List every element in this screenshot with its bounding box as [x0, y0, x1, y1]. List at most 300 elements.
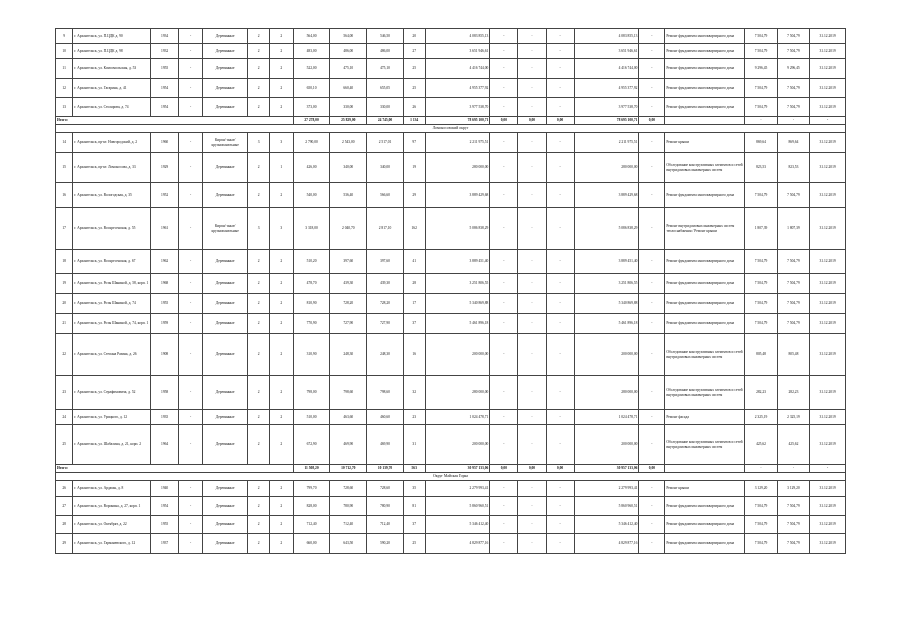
total-ppl: 1 134: [403, 117, 425, 125]
cell-a2: 2 543,00: [330, 133, 367, 153]
cell-c16: -: [639, 334, 665, 376]
cell-a2: 728,60: [330, 481, 367, 497]
total-c12: 0,00: [490, 117, 518, 125]
total-c13: 0,00: [518, 465, 546, 473]
cell-addr: г. Архангельск, ул. Вологодская, д. 35: [73, 183, 151, 208]
cell-sum: 4 829 877,16: [425, 534, 490, 554]
cell-c14: -: [546, 314, 574, 334]
cell-a2: 475,10: [330, 59, 367, 79]
cell-c13: -: [518, 314, 546, 334]
cell-c15: 4 955 377,92: [574, 79, 639, 98]
cell-a3: 2 817,10: [367, 208, 404, 250]
cell-u1: 7 504,79: [745, 29, 777, 44]
cell-u2: 805,48: [777, 334, 809, 376]
cell-c12: -: [490, 44, 518, 59]
cell-addr: г. Архангельск, ул. Урицкого, д. 12: [73, 410, 151, 425]
cell-c14: -: [546, 44, 574, 59]
cell-en: 2: [269, 274, 293, 294]
cell-wall: Деревянные: [202, 29, 247, 44]
cell-n: 10: [56, 44, 73, 59]
cell-c3: -: [179, 481, 203, 497]
cell-c3: -: [179, 425, 203, 465]
cell-date: 31.12.2019: [810, 59, 846, 79]
cell-c12: -: [490, 516, 518, 534]
cell-c16: -: [639, 44, 665, 59]
cell-c13: -: [518, 153, 546, 183]
cell-a1: 478,70: [293, 274, 330, 294]
cell-c13: -: [518, 334, 546, 376]
cell-u2: 7 504,79: [777, 274, 809, 294]
table-row: [56, 79, 846, 98]
table-row: [56, 44, 846, 59]
cell-c15: 280 000,00: [574, 376, 639, 410]
total-u2: -: [777, 117, 809, 125]
cell-date: 31.12.2019: [810, 314, 846, 334]
cell-a3: 330,00: [367, 98, 404, 117]
total-work-blank: [665, 465, 745, 473]
cell-date: 31.12.2019: [810, 29, 846, 44]
cell-date: 31.12.2019: [810, 376, 846, 410]
cell-ppl: 16: [403, 334, 425, 376]
cell-addr: г. Архангельск, ул. Воскресенская, д. 55: [73, 208, 151, 250]
cell-c14: -: [546, 274, 574, 294]
cell-c12: -: [490, 29, 518, 44]
cell-year: 1934: [151, 29, 179, 44]
table-row: [56, 410, 846, 425]
cell-c15: 5 346 412,40: [574, 516, 639, 534]
cell-c14: -: [546, 98, 574, 117]
cell-a1: 510,00: [293, 410, 330, 425]
cell-u1: 7 504,79: [745, 183, 777, 208]
cell-c14: -: [546, 79, 574, 98]
cell-c16: -: [639, 314, 665, 334]
cell-c14: -: [546, 153, 574, 183]
cell-c16: -: [639, 516, 665, 534]
cell-date: 31.12.2019: [810, 44, 846, 59]
table-row: [56, 29, 846, 44]
table-row: [56, 376, 846, 410]
cell-a1: 828,00: [293, 497, 330, 516]
cell-fl: 2: [248, 376, 270, 410]
cell-date: 31.12.2019: [810, 79, 846, 98]
cell-date: 31.12.2019: [810, 133, 846, 153]
cell-c3: -: [179, 516, 203, 534]
table-row: [56, 334, 846, 376]
cell-u1: 7 504,79: [745, 314, 777, 334]
cell-a3: 566,60: [367, 183, 404, 208]
cell-u2: 7 504,79: [777, 79, 809, 98]
cell-a1: 540,00: [293, 183, 330, 208]
cell-c15: 5 461 896,18: [574, 314, 639, 334]
cell-a2: 728,20: [330, 294, 367, 314]
cell-u2: 7 504,79: [777, 314, 809, 334]
total-c16: 0,00: [639, 465, 665, 473]
cell-ppl: 37: [403, 314, 425, 334]
cell-work: Обследование конструктивных элементов и сетей внутридомовых инженерных систем: [665, 334, 745, 376]
cell-c14: -: [546, 376, 574, 410]
cell-year: 1961: [151, 208, 179, 250]
cell-year: 1955: [151, 294, 179, 314]
cell-c15: 3 977 538,70: [574, 98, 639, 117]
cell-fl: 2: [248, 29, 270, 44]
cell-work: Ремонт фундамента многоквартирного дома: [665, 314, 745, 334]
cell-addr: г. Архангельск, ул. Серафимовича, д. 52: [73, 376, 151, 410]
cell-n: 24: [56, 410, 73, 425]
cell-wall: Деревянные: [202, 481, 247, 497]
cell-en: 2: [269, 334, 293, 376]
cell-wall: Деревянные: [202, 534, 247, 554]
cell-a1: 3 318,00: [293, 208, 330, 250]
cell-u2: 282,23: [777, 376, 809, 410]
cell-date: 31.12.2019: [810, 534, 846, 554]
cell-en: 1: [269, 153, 293, 183]
cell-c12: -: [490, 410, 518, 425]
cell-sum: 2 211 975,51: [425, 133, 490, 153]
cell-work: Обследование конструктивных элементов и сетей внутридомовых инженерных систем: [665, 376, 745, 410]
cell-wall: Деревянные: [202, 425, 247, 465]
cell-a3: 546,50: [367, 29, 404, 44]
cell-c15: 4 083 855,13: [574, 29, 639, 44]
cell-n: 11: [56, 59, 73, 79]
cell-n: 19: [56, 274, 73, 294]
section-header: [56, 473, 846, 481]
cell-a1: 373,00: [293, 98, 330, 117]
cell-a1: 810,90: [293, 294, 330, 314]
cell-c16: -: [639, 208, 665, 250]
cell-sum: 4 955 377,92: [425, 79, 490, 98]
cell-fl: 2: [248, 294, 270, 314]
cell-en: 2: [269, 98, 293, 117]
cell-c13: -: [518, 516, 546, 534]
cell-sum: 280 000,00: [425, 376, 490, 410]
cell-wall: Деревянные: [202, 183, 247, 208]
cell-ppl: 162: [403, 208, 425, 250]
cell-n: 20: [56, 294, 73, 314]
table-row: [56, 59, 846, 79]
cell-a1: 660,00: [293, 534, 330, 554]
cell-c14: -: [546, 425, 574, 465]
cell-date: 31.12.2019: [810, 208, 846, 250]
cell-c13: -: [518, 534, 546, 554]
cell-work: Ремонт фундамента многоквартирного дома: [665, 59, 745, 79]
cell-c15: 1 024 478,71: [574, 410, 639, 425]
cell-addr: г. Архангельск, ул. Розы Шаниной, д. 74, корп. 1: [73, 314, 151, 334]
cell-fl: 2: [248, 334, 270, 376]
cell-sum: 3 889 451,40: [425, 250, 490, 274]
cell-work: Ремонт фундамента многоквартирного дома: [665, 497, 745, 516]
cell-sum: 1 024 478,71: [425, 410, 490, 425]
cell-u1: 7 504,79: [745, 98, 777, 117]
cell-work: Ремонт фундамента многоквартирного дома: [665, 534, 745, 554]
total-work-blank: [665, 117, 745, 125]
cell-c13: -: [518, 481, 546, 497]
cell-u1: 1 807,39: [745, 208, 777, 250]
cell-u1: 823,53: [745, 153, 777, 183]
table-row: [56, 183, 846, 208]
cell-work: Ремонт внутридомовых инженерных систем теплоснабжения / Ремонт крыши: [665, 208, 745, 250]
cell-fl: 2: [248, 497, 270, 516]
cell-en: 2: [269, 376, 293, 410]
cell-c15: 3 251 806,55: [574, 274, 639, 294]
total-date: -: [810, 117, 846, 125]
cell-a2: 330,00: [330, 98, 367, 117]
cell-en: 2: [269, 79, 293, 98]
cell-n: 12: [56, 79, 73, 98]
total-sum: 30 957 133,06: [425, 465, 490, 473]
cell-u1: 7 504,79: [745, 274, 777, 294]
table-row: [56, 133, 846, 153]
total-row: [56, 465, 846, 473]
cell-c15: 2 279 993,41: [574, 481, 639, 497]
cell-c14: -: [546, 29, 574, 44]
cell-wall: Деревянные: [202, 516, 247, 534]
cell-fl: 2: [248, 250, 270, 274]
cell-n: 14: [56, 133, 73, 153]
cell-u2: 7 504,79: [777, 516, 809, 534]
cell-a2: 469,90: [330, 425, 367, 465]
cell-n: 21: [56, 314, 73, 334]
cell-n: 22: [56, 334, 73, 376]
cell-a2: 439,30: [330, 274, 367, 294]
cell-wall: Деревянные: [202, 376, 247, 410]
cell-year: 1954: [151, 79, 179, 98]
cell-addr: г. Архангельск, пр-кт. Ломоносова, д. 33: [73, 153, 151, 183]
cell-fl: 2: [248, 44, 270, 59]
cell-u2: 2 325,19: [777, 410, 809, 425]
cell-work: Ремонт крыши: [665, 133, 745, 153]
cell-year: 1954: [151, 497, 179, 516]
cell-c12: -: [490, 79, 518, 98]
cell-c14: -: [546, 294, 574, 314]
cell-en: 2: [269, 294, 293, 314]
total-a1: 11 508,20: [293, 465, 330, 473]
cell-c13: -: [518, 250, 546, 274]
table-row: [56, 153, 846, 183]
cell-wall: Кирпи/ чные/ крупнопанельные: [202, 208, 247, 250]
cell-en: 2: [269, 410, 293, 425]
cell-c15: 200 000,00: [574, 334, 639, 376]
total-sum: 78 695 100,71: [425, 117, 490, 125]
cell-en: 2: [269, 44, 293, 59]
cell-addr: г. Архангельск, ул. Розы Шаниной, д. 74: [73, 294, 151, 314]
cell-a2: 798,60: [330, 376, 367, 410]
cell-n: 13: [56, 98, 73, 117]
cell-a3: 439,30: [367, 274, 404, 294]
table-row: [56, 314, 846, 334]
cell-addr: г. Архангельск, ул. Октябрят, д. 22: [73, 516, 151, 534]
cell-c12: -: [490, 481, 518, 497]
cell-a3: 728,60: [367, 481, 404, 497]
cell-c16: -: [639, 425, 665, 465]
cell-c12: -: [490, 183, 518, 208]
cell-addr: г. Архангельск, ул. Комсомольская, д. 53: [73, 59, 151, 79]
cell-date: 31.12.2019: [810, 425, 846, 465]
cell-c14: -: [546, 334, 574, 376]
cell-c3: -: [179, 153, 203, 183]
cell-wall: Деревянные: [202, 79, 247, 98]
cell-sum: 200 000,00: [425, 425, 490, 465]
cell-c14: -: [546, 208, 574, 250]
total-a2: 10 712,70: [330, 465, 367, 473]
cell-c16: -: [639, 98, 665, 117]
cell-a2: 536,40: [330, 183, 367, 208]
cell-c13: -: [518, 294, 546, 314]
cell-ppl: 26: [403, 98, 425, 117]
cell-a1: 798,00: [293, 376, 330, 410]
cell-date: 31.12.2019: [810, 250, 846, 274]
cell-n: 9: [56, 29, 73, 44]
cell-c13: -: [518, 133, 546, 153]
cell-a3: 248,30: [367, 334, 404, 376]
cell-u1: 7 504,79: [745, 294, 777, 314]
cell-a1: 712,40: [293, 516, 330, 534]
cell-a2: 643,50: [330, 534, 367, 554]
cell-c15: 4 416 744,00: [574, 59, 639, 79]
cell-c13: -: [518, 79, 546, 98]
cell-n: 26: [56, 481, 73, 497]
cell-addr: г. Архангельск, ул. Столярова, д. 74: [73, 98, 151, 117]
total-c15: 78 695 100,71: [574, 117, 639, 125]
cell-wall: Деревянные: [202, 274, 247, 294]
cell-c16: -: [639, 79, 665, 98]
cell-wall: Деревянные: [202, 334, 247, 376]
cell-c12: -: [490, 98, 518, 117]
cell-c16: -: [639, 274, 665, 294]
cell-en: 2: [269, 314, 293, 334]
total-c16: 0,00: [639, 117, 665, 125]
cell-ppl: 17: [403, 294, 425, 314]
cell-sum: 3 889 429,68: [425, 183, 490, 208]
total-u1: -: [745, 465, 777, 473]
cell-sum: 3 651 946,61: [425, 44, 490, 59]
cell-a1: 799,70: [293, 481, 330, 497]
cell-c3: -: [179, 497, 203, 516]
cell-addr: г. Архангельск, ул. Ардамы, д. 8: [73, 481, 151, 497]
cell-a2: 564,00: [330, 29, 367, 44]
cell-u1: 869,64: [745, 133, 777, 153]
cell-date: 31.12.2019: [810, 183, 846, 208]
cell-c12: -: [490, 534, 518, 554]
cell-u1: 7 504,79: [745, 79, 777, 98]
cell-c16: -: [639, 410, 665, 425]
cell-sum: 5 086 838,29: [425, 208, 490, 250]
cell-a3: 2 517,01: [367, 133, 404, 153]
cell-c3: -: [179, 274, 203, 294]
section-header: [56, 125, 846, 133]
cell-n: 28: [56, 516, 73, 534]
cell-c15: 2 211 975,51: [574, 133, 639, 153]
cell-date: 31.12.2019: [810, 274, 846, 294]
cell-n: 27: [56, 497, 73, 516]
cell-a3: 727,90: [367, 314, 404, 334]
cell-year: 1929: [151, 153, 179, 183]
cell-work: Обследование конструктивных элементов и сетей внутридомовых инженерных систем: [665, 425, 745, 465]
cell-c14: -: [546, 133, 574, 153]
cell-c12: -: [490, 274, 518, 294]
cell-u2: 7 504,79: [777, 98, 809, 117]
cell-wall: Деревянные: [202, 410, 247, 425]
cell-c16: -: [639, 133, 665, 153]
cell-c13: -: [518, 44, 546, 59]
total-u1: -: [745, 117, 777, 125]
cell-c15: 4 829 877,16: [574, 534, 639, 554]
cell-c13: -: [518, 59, 546, 79]
cell-c14: -: [546, 59, 574, 79]
cell-u1: 7 504,79: [745, 534, 777, 554]
total-c13: 0,00: [518, 117, 546, 125]
cell-wall: Деревянные: [202, 153, 247, 183]
cell-addr: г. Архангельск, ул. Гарманевского, д. 12: [73, 534, 151, 554]
total-c14: 0,00: [546, 465, 574, 473]
total-u2: -: [777, 465, 809, 473]
cell-c13: -: [518, 274, 546, 294]
cell-year: 1968: [151, 274, 179, 294]
cell-fl: 2: [248, 153, 270, 183]
cell-en: 2: [269, 516, 293, 534]
cell-ppl: 29: [403, 183, 425, 208]
cell-addr: г. Архангельск, ул. Воскресенская, д. 67: [73, 250, 151, 274]
cell-c12: -: [490, 153, 518, 183]
cell-sum: 3 251 806,55: [425, 274, 490, 294]
cell-u1: 7 504,79: [745, 44, 777, 59]
total-date: -: [810, 465, 846, 473]
cell-a1: 483,00: [293, 44, 330, 59]
cell-a1: 650,10: [293, 79, 330, 98]
cell-n: 18: [56, 250, 73, 274]
cell-c3: -: [179, 314, 203, 334]
cell-u2: 3 129,20: [777, 481, 809, 497]
cell-year: 1964: [151, 425, 179, 465]
cell-n: 17: [56, 208, 73, 250]
cell-sum: 280 000,00: [425, 153, 490, 183]
table-row: [56, 481, 846, 497]
section-title: Округ Майская Горка: [56, 473, 846, 481]
cell-c15: 3 651 946,61: [574, 44, 639, 59]
cell-c3: -: [179, 79, 203, 98]
cell-date: 31.12.2019: [810, 334, 846, 376]
document-sheet: [55, 28, 846, 554]
cell-ppl: 27: [403, 44, 425, 59]
cell-sum: 5 340 869,88: [425, 294, 490, 314]
cell-c15: 200 000,00: [574, 425, 639, 465]
cell-sum: 4 416 744,00: [425, 59, 490, 79]
cell-u2: 7 504,79: [777, 497, 809, 516]
cell-work: Ремонт фасада: [665, 410, 745, 425]
cell-u2: 7 504,79: [777, 534, 809, 554]
cell-work: Ремонт крыши: [665, 481, 745, 497]
cell-u2: 7 504,79: [777, 183, 809, 208]
cell-year: 1952: [151, 183, 179, 208]
cell-c3: -: [179, 59, 203, 79]
table-row: [56, 208, 846, 250]
cell-c16: -: [639, 183, 665, 208]
cell-u1: 3 129,20: [745, 481, 777, 497]
cell-ppl: 41: [403, 250, 425, 274]
cell-c15: 5 860 960,51: [574, 497, 639, 516]
cell-addr: г. Архангельск, ул. Степана Разина, д. 26: [73, 334, 151, 376]
cell-u2: 7 504,79: [777, 44, 809, 59]
total-a1: 27 278,00: [293, 117, 330, 125]
cell-c16: -: [639, 497, 665, 516]
cell-sum: 5 346 412,40: [425, 516, 490, 534]
cell-c12: -: [490, 314, 518, 334]
cell-ppl: 19: [403, 153, 425, 183]
cell-a2: 486,00: [330, 44, 367, 59]
cell-a1: 510,20: [293, 250, 330, 274]
cell-u2: 9 296,45: [777, 59, 809, 79]
cell-u1: 7 504,79: [745, 250, 777, 274]
cell-u1: 7 504,79: [745, 516, 777, 534]
